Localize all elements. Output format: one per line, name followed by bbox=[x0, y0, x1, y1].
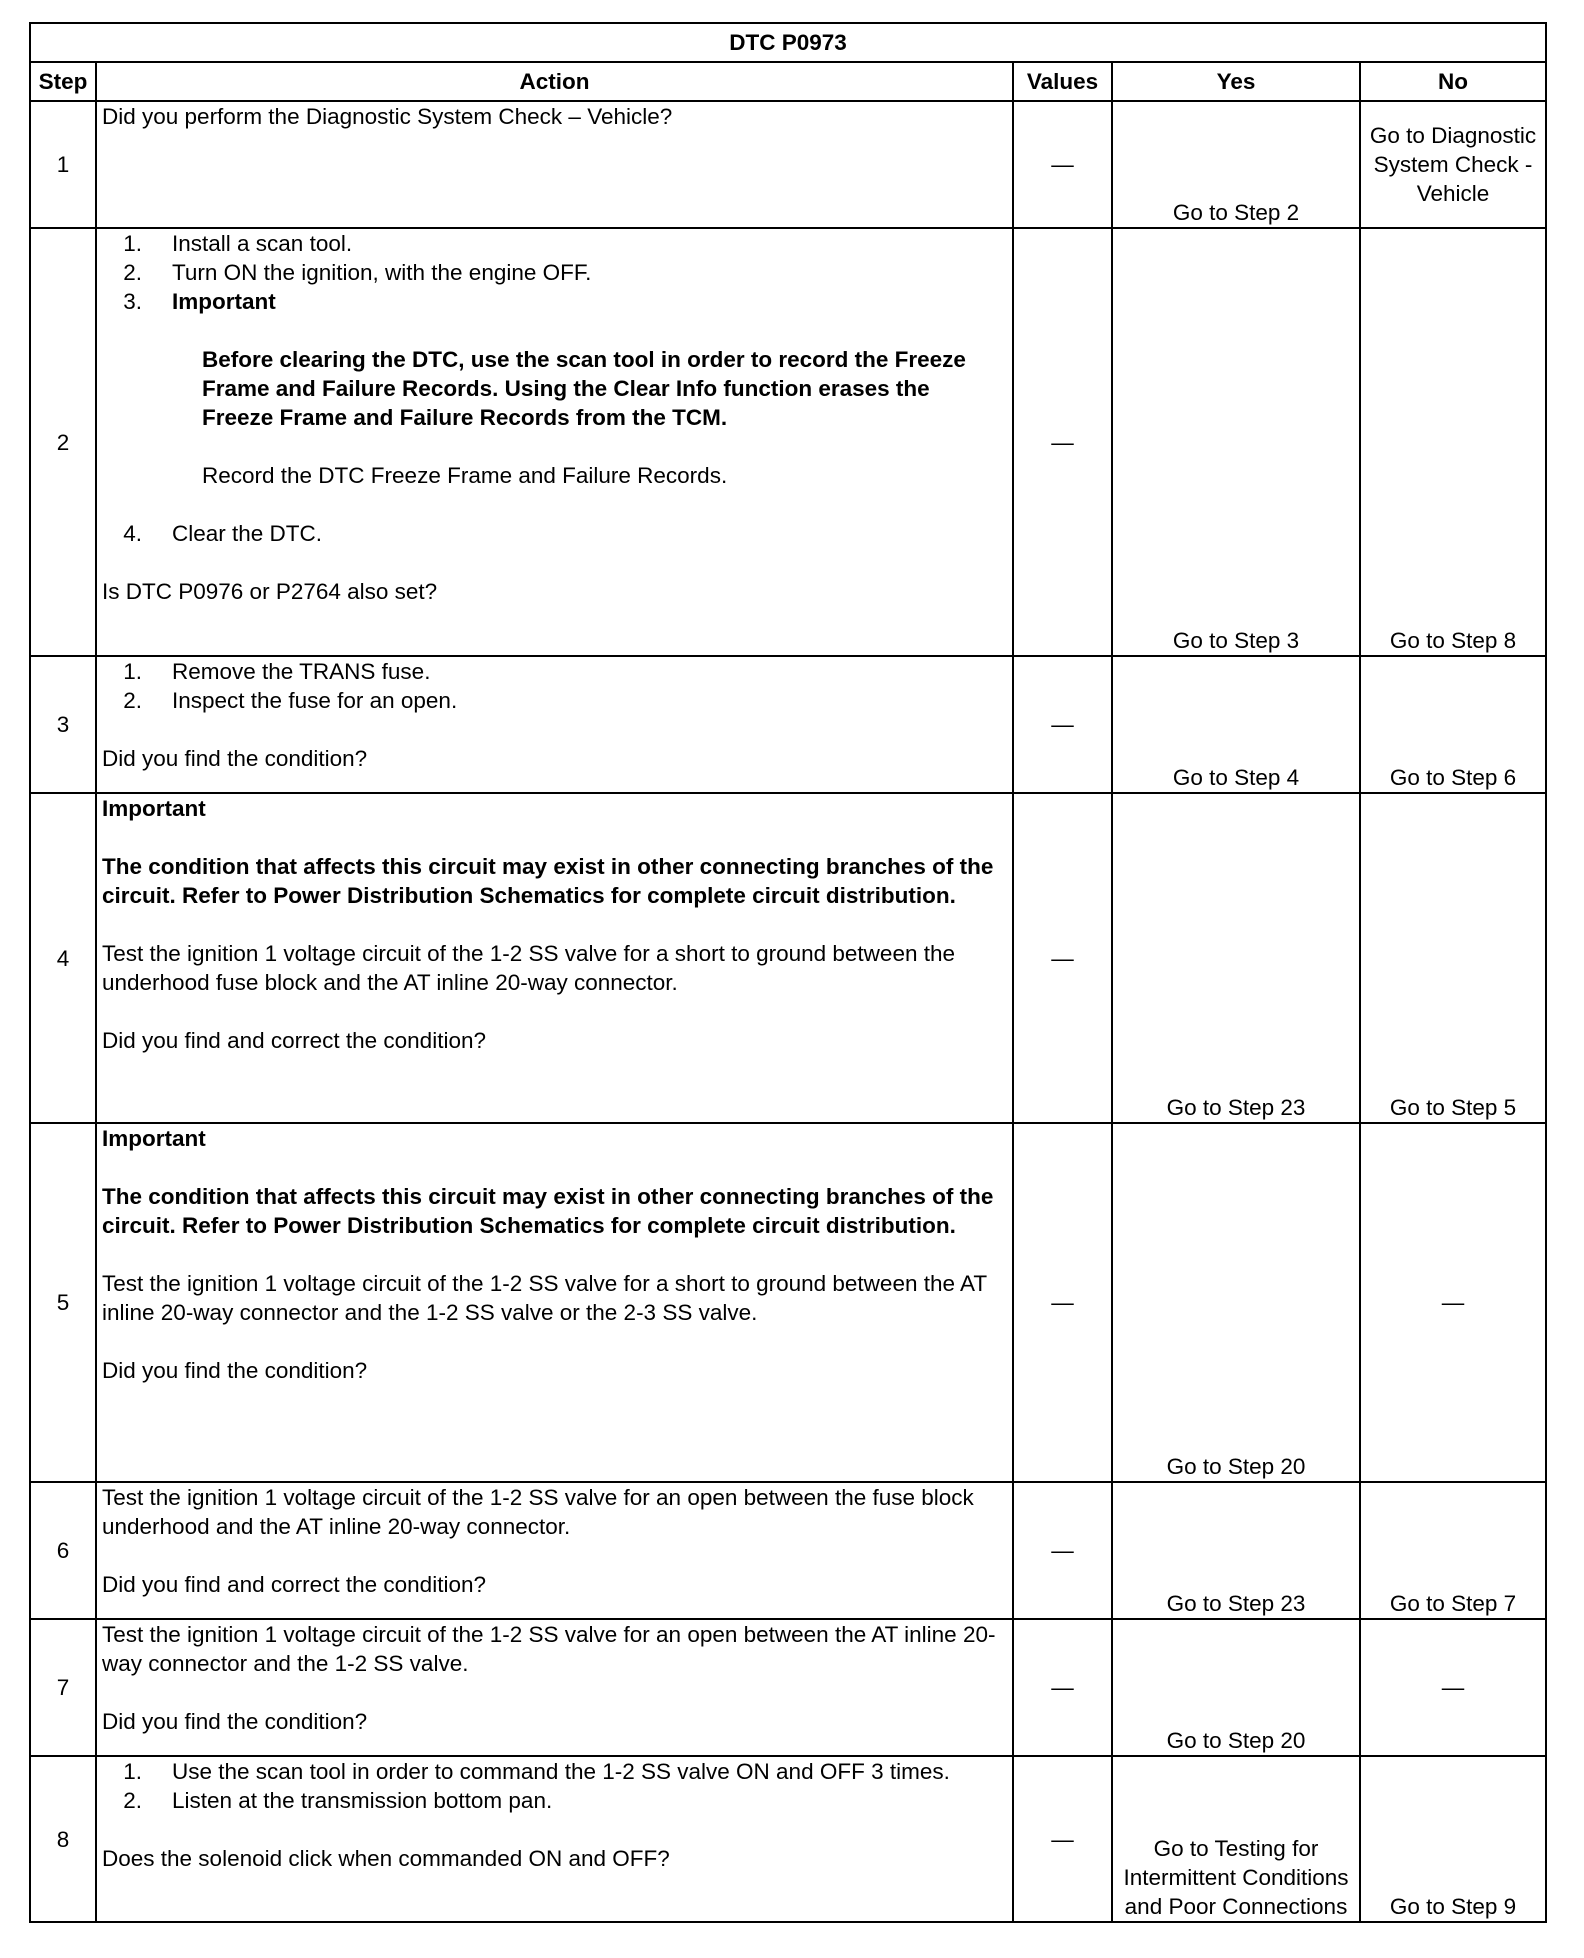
no-cell: Go to Diagnostic System Check - Vehicle bbox=[1360, 101, 1546, 228]
action-cell bbox=[96, 101, 1013, 228]
header-yes: Yes bbox=[1112, 62, 1360, 101]
step-question: Is DTC P0976 or P2764 also set? bbox=[102, 579, 438, 604]
list-item: 1. Use the scan tool in order to command the 1-2 SS valve ON and OFF 3 times. bbox=[123, 1759, 950, 1784]
step-number: 6 bbox=[30, 1482, 96, 1619]
table-row bbox=[30, 656, 1546, 793]
header-values: Values bbox=[1013, 62, 1112, 101]
table-row bbox=[30, 1756, 1546, 1922]
step-question: Did you find the condition? bbox=[102, 1358, 368, 1383]
sub-instruction: Record the DTC Freeze Frame and Failure Records. bbox=[202, 463, 728, 488]
values-cell: — bbox=[1013, 228, 1112, 656]
important-heading: Important bbox=[102, 796, 206, 821]
values-cell: — bbox=[1013, 1619, 1112, 1756]
values-cell: — bbox=[1013, 656, 1112, 793]
step-question: Does the solenoid click when commanded ON and OFF? bbox=[102, 1846, 670, 1871]
step-instruction: Test the ignition 1 voltage circuit of the 1-2 SS valve for an open between the AT inline 20-way connector and the 1-2 SS valve. bbox=[102, 1622, 996, 1676]
step-number: 8 bbox=[30, 1756, 96, 1922]
no-cell: Go to Step 9 bbox=[1360, 1756, 1546, 1922]
list-item: 1. Remove the TRANS fuse. bbox=[123, 659, 431, 684]
no-cell: — bbox=[1360, 1123, 1546, 1482]
values-cell: — bbox=[1013, 1482, 1112, 1619]
step-number: 4 bbox=[30, 793, 96, 1123]
action-cell bbox=[96, 1619, 1013, 1756]
action-cell bbox=[96, 656, 1013, 793]
action-list bbox=[102, 1757, 1007, 1815]
table-row bbox=[30, 228, 1546, 656]
step-number: 2 bbox=[30, 228, 96, 656]
step-question: Did you perform the Diagnostic System Check – Vehicle? bbox=[102, 104, 673, 129]
action-list bbox=[102, 519, 1007, 548]
yes-cell: Go to Step 20 bbox=[1112, 1123, 1360, 1482]
action-list bbox=[102, 657, 1007, 715]
list-item: 2. Turn ON the ignition, with the engine OFF. bbox=[123, 260, 592, 285]
list-item: 2. Inspect the fuse for an open. bbox=[123, 688, 458, 713]
step-question: Did you find the condition? bbox=[102, 746, 368, 771]
step-number: 3 bbox=[30, 656, 96, 793]
table-row bbox=[30, 1482, 1546, 1619]
list-item: 1. Install a scan tool. bbox=[123, 231, 353, 256]
yes-cell: Go to Step 20 bbox=[1112, 1619, 1360, 1756]
important-note: Before clearing the DTC, use the scan tool in order to record the Freeze Frame and Failure Records. Using the Clear Info function erases the Freeze Frame and Failure Records from the TCM. bbox=[202, 347, 966, 430]
action-cell bbox=[96, 1123, 1013, 1482]
step-number: 1 bbox=[30, 101, 96, 228]
step-instruction: Test the ignition 1 voltage circuit of the 1-2 SS valve for a short to ground between the underhood fuse block and the AT inline 20-way connector. bbox=[102, 941, 956, 995]
values-cell: — bbox=[1013, 793, 1112, 1123]
table-row bbox=[30, 1619, 1546, 1756]
yes-cell: Go to Step 4 bbox=[1112, 656, 1360, 793]
step-question: Did you find and correct the condition? bbox=[102, 1028, 486, 1053]
yes-cell: Go to Testing for Intermittent Conditions and Poor Connections bbox=[1112, 1756, 1360, 1922]
important-note: The condition that affects this circuit may exist in other connecting branches of the circuit. Refer to Power Distribution Schematics for complete circuit distribution. bbox=[102, 1184, 994, 1238]
important-heading: Important bbox=[102, 1126, 206, 1151]
action-cell bbox=[96, 1482, 1013, 1619]
no-cell: Go to Step 7 bbox=[1360, 1482, 1546, 1619]
step-number: 5 bbox=[30, 1123, 96, 1482]
yes-cell: Go to Step 23 bbox=[1112, 793, 1360, 1123]
table-row bbox=[30, 101, 1546, 228]
dtc-table bbox=[29, 22, 1547, 1923]
step-instruction: Test the ignition 1 voltage circuit of the 1-2 SS valve for an open between the fuse block underhood and the AT inline 20-way connector. bbox=[102, 1485, 974, 1539]
list-item: 4. Clear the DTC. bbox=[123, 521, 323, 546]
table-row bbox=[30, 793, 1546, 1123]
values-cell: — bbox=[1013, 1123, 1112, 1482]
important-note: The condition that affects this circuit may exist in other connecting branches of the circuit. Refer to Power Distribution Schematics for complete circuit distribution. bbox=[102, 854, 994, 908]
yes-cell: Go to Step 2 bbox=[1112, 101, 1360, 228]
values-cell: — bbox=[1013, 1756, 1112, 1922]
step-number: 7 bbox=[30, 1619, 96, 1756]
no-cell: — bbox=[1360, 1619, 1546, 1756]
action-cell bbox=[96, 1756, 1013, 1922]
step-question: Did you find and correct the condition? bbox=[102, 1572, 486, 1597]
no-cell: Go to Step 8 bbox=[1360, 228, 1546, 656]
action-cell bbox=[96, 228, 1013, 656]
table-row bbox=[30, 1123, 1546, 1482]
yes-cell: Go to Step 3 bbox=[1112, 228, 1360, 656]
list-item: 3. Important bbox=[123, 289, 276, 314]
header-step: Step bbox=[30, 62, 96, 101]
action-cell bbox=[96, 793, 1013, 1123]
action-list bbox=[102, 229, 1007, 316]
table-title: DTC P0973 bbox=[30, 23, 1546, 62]
list-item: 2. Listen at the transmission bottom pan. bbox=[123, 1788, 553, 1813]
values-cell: — bbox=[1013, 101, 1112, 228]
no-cell: Go to Step 6 bbox=[1360, 656, 1546, 793]
step-instruction: Test the ignition 1 voltage circuit of the 1-2 SS valve for a short to ground between the AT inline 20-way connector and the 1-2 SS valve or the 2-3 SS valve. bbox=[102, 1271, 987, 1325]
header-no: No bbox=[1360, 62, 1546, 101]
no-cell: Go to Step 5 bbox=[1360, 793, 1546, 1123]
step-question: Did you find the condition? bbox=[102, 1709, 368, 1734]
yes-cell: Go to Step 23 bbox=[1112, 1482, 1360, 1619]
header-action: Action bbox=[96, 62, 1013, 101]
header-row bbox=[30, 62, 1546, 101]
